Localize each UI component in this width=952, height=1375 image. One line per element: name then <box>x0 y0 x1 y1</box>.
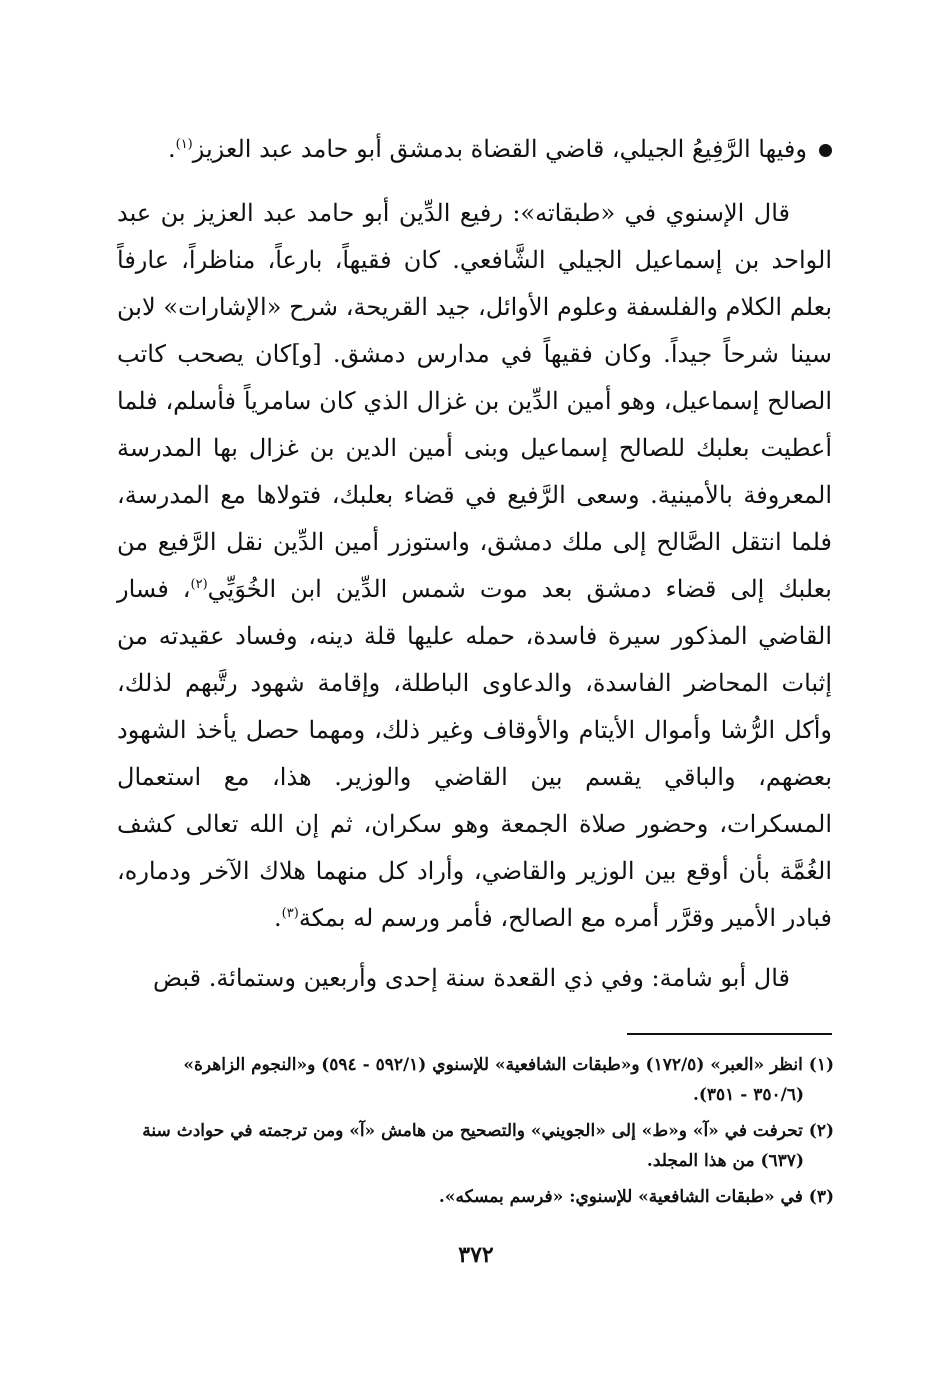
footnote-1-text: انظر «العبر» (١٧٢/٥) و«طبقات الشافعية» للإسنوي (٥٩٢/١ - ٥٩٤) و«النجوم الزاهرة» <box>183 1055 803 1075</box>
footnotes <box>114 1050 834 1218</box>
entry-heading <box>117 128 832 170</box>
footnote-2-line-1 <box>114 1116 834 1146</box>
footnote-1-line-1 <box>114 1050 834 1080</box>
footnote-2 <box>114 1116 834 1176</box>
footnote-3 <box>114 1182 834 1212</box>
body-paragraph-1 <box>117 190 832 942</box>
footnote-3-number: (٣) <box>808 1187 834 1207</box>
footnote-2-line-2: (٦٣٧) من هذا المجلد. <box>646 1151 804 1171</box>
footnote-1-number: (١) <box>808 1055 834 1075</box>
page-number: ٣٧٢ <box>458 1242 494 1268</box>
paragraph-1-text-b: ، فسار القاضي المذكور سيرة فاسدة، حمله عليها قلة دينه، وفساد عقيدته من إثبات المحاضر الفاسدة، والدعاوى الباطلة، وإقامة شهود رتَّبهم لذلك، وأكل الرُّشا وأموال الأيتام والأوقاف وغير ذلك، ومهما حصل يأخذ الشهود بعضهم، والباقي يقسم بين القاضي والوزير. هذا، مع استعمال المسكرات، وحضور صلاة الجمعة وهو سكران، ثم إن الله تعالى كشف الغُمَّة بأن أوقع بين الوزير والقاضي، وأراد كل منهما هلاك الآخر ودماره، فبادر الأمير وقرَّر أمره مع الصالح، فأمر ورسم له بمكة <box>117 575 833 932</box>
footnote-2-number: (٢) <box>808 1121 834 1141</box>
footnote-2-text: تحرفت في «آ» و«ط» إلى «الجويني» والتصحيح من هامش «آ» ومن ترجمته في حوادث سنة <box>142 1121 803 1141</box>
footnote-1 <box>114 1050 834 1110</box>
heading-footnote-ref: (١) <box>175 137 193 152</box>
footnote-3-text: في «طبقات الشافعية» للإسنوي: «فرسم بمسكه». <box>438 1187 803 1207</box>
paragraph-1-footnote-ref-2: (٢) <box>190 577 208 592</box>
paragraph-1-end: . <box>274 904 282 932</box>
bullet-icon <box>819 144 832 157</box>
paragraph-2-text: قال أبو شامة: وفي ذي القعدة سنة إحدى وأربعين وستمائة. قبض <box>152 964 790 992</box>
footnote-3-line-1 <box>114 1182 834 1212</box>
footnote-1-line-2: (٣٥٠/٦ - ٣٥١). <box>692 1085 804 1105</box>
heading-text: وفيها الرَّفِيعُ الجيلي، قاضي القضاة بدمشق أبو حامد عبد العزيز <box>192 135 807 163</box>
paragraph-1-text-a: قال الإسنوي في «طبقاته»: رفيع الدِّين أبو حامد عبد العزيز بن عبد الواحد بن إسماعيل الجيلي الشَّافعي. كان فقيهاً، بارعاً، مناظراً، عارفاً بعلم الكلام والفلسفة وعلوم الأوائل، جيد القريحة، شرح «الإشارات» لابن سينا شرحاً جيداً. وكان فقيهاً في مدارس دمشق. [و]كان يصحب كاتب الصالح إسماعيل، وهو أمين الدِّين بن غزال الذي كان سامرياً فأسلم، فلما أعطيت بعلبك للصالح إسماعيل وبنى أمين الدين بن غزال بها المدرسة المعروفة بالأمينية. وسعى الرَّفيع في قضاء بعلبك، فتولاها مع المدرسة، فلما انتقل الصَّالح إلى ملك دمشق، واستوزر أمين الدِّين نقل الرَّفيع من بعلبك إلى قضاء دمشق بعد موت شمس الدِّين ابن الخُوَيِّي <box>117 199 833 603</box>
heading-end: . <box>167 135 176 163</box>
body-paragraph-2 <box>117 955 832 1002</box>
paragraph-1-footnote-ref-3: (٣) <box>281 906 299 921</box>
footnote-separator <box>627 1033 832 1035</box>
